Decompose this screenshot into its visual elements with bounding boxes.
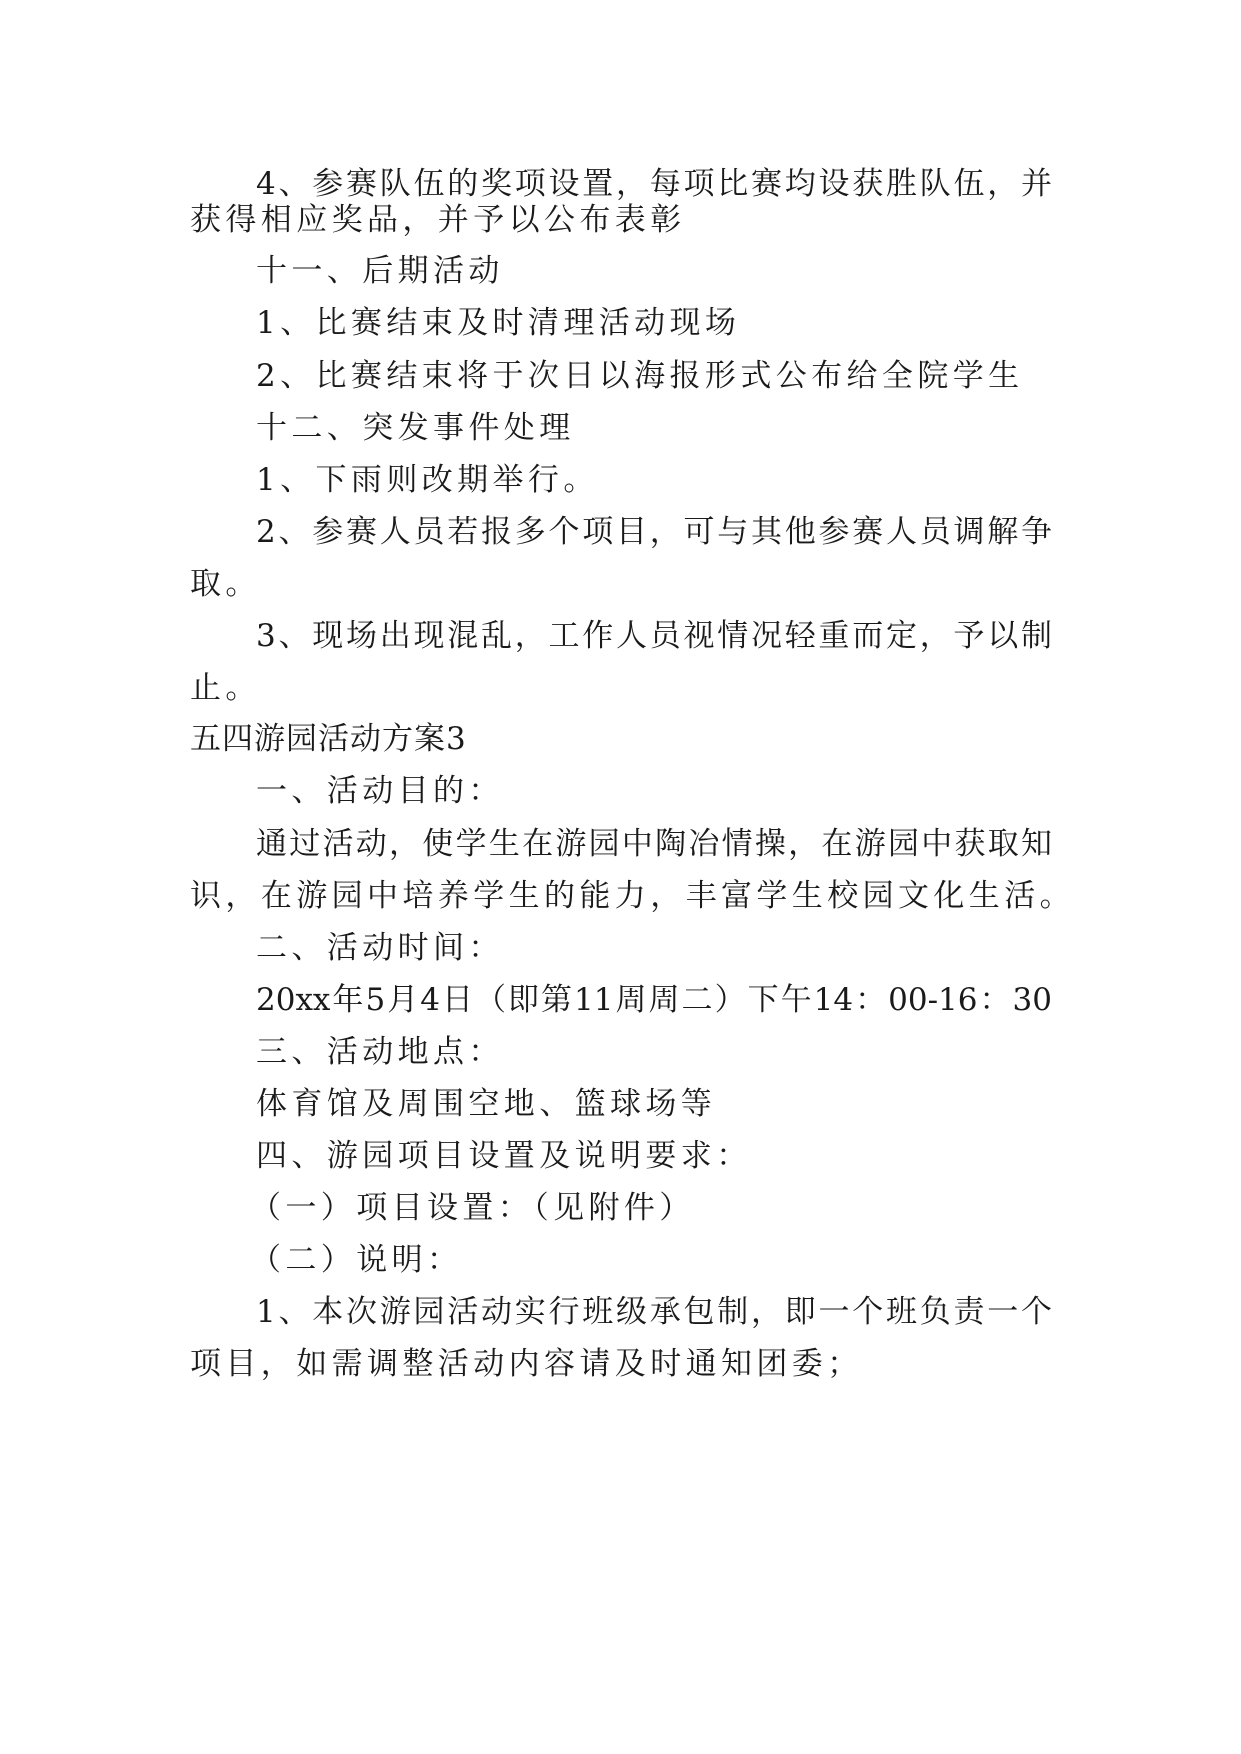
paragraph-line: 项目，如需调整活动内容请及时通知团委； [190,1346,863,1382]
section-heading: 十一、后期活动 [256,253,504,289]
subsection-heading: （二）说明： [250,1242,463,1278]
paragraph-line: 止。 [190,670,261,706]
subsection-heading: （一）项目设置：（见附件） [250,1190,695,1226]
paragraph-line: 通过活动，使学生在游园中陶冶情操，在游园中获取知 [256,826,1052,862]
paragraph-line: 取。 [190,566,261,602]
section-heading: 一、活动目的： [256,773,504,809]
paragraph-line: 2、参赛人员若报多个项目，可与其他参赛人员调解争 [256,514,1052,550]
paragraph-line: 1、比赛结束及时清理活动现场 [256,305,741,341]
paragraph-line: 1、下雨则改期举行。 [256,462,599,498]
section-heading: 二、活动时间： [256,930,504,966]
section-heading: 四、游园项目设置及说明要求： [256,1138,752,1174]
section-heading: 三、活动地点： [256,1034,504,1070]
paragraph-line: 20xx年5月4日（即第11周周二）下午14：00-16：30 [256,982,1052,1018]
paragraph-line: 3、现场出现混乱，工作人员视情况轻重而定，予以制 [256,618,1052,654]
paragraph-line: 体育馆及周围空地、篮球场等 [256,1086,717,1122]
paragraph-line: 2、比赛结束将于次日以海报形式公布给全院学生 [256,358,1024,394]
paragraph-line: 识，在游园中培养学生的能力，丰富学生校园文化生活。 [190,878,1075,914]
paragraph-line: 4、参赛队伍的奖项设置，每项比赛均设获胜队伍，并 [256,166,1052,202]
section-heading: 十二、突发事件处理 [256,410,575,446]
document-title: 五四游园活动方案3 [190,721,467,757]
paragraph-line: 1、本次游园活动实行班级承包制，即一个班负责一个 [256,1294,1052,1330]
paragraph-line: 获得相应奖品，并予以公布表彰 [190,202,686,238]
